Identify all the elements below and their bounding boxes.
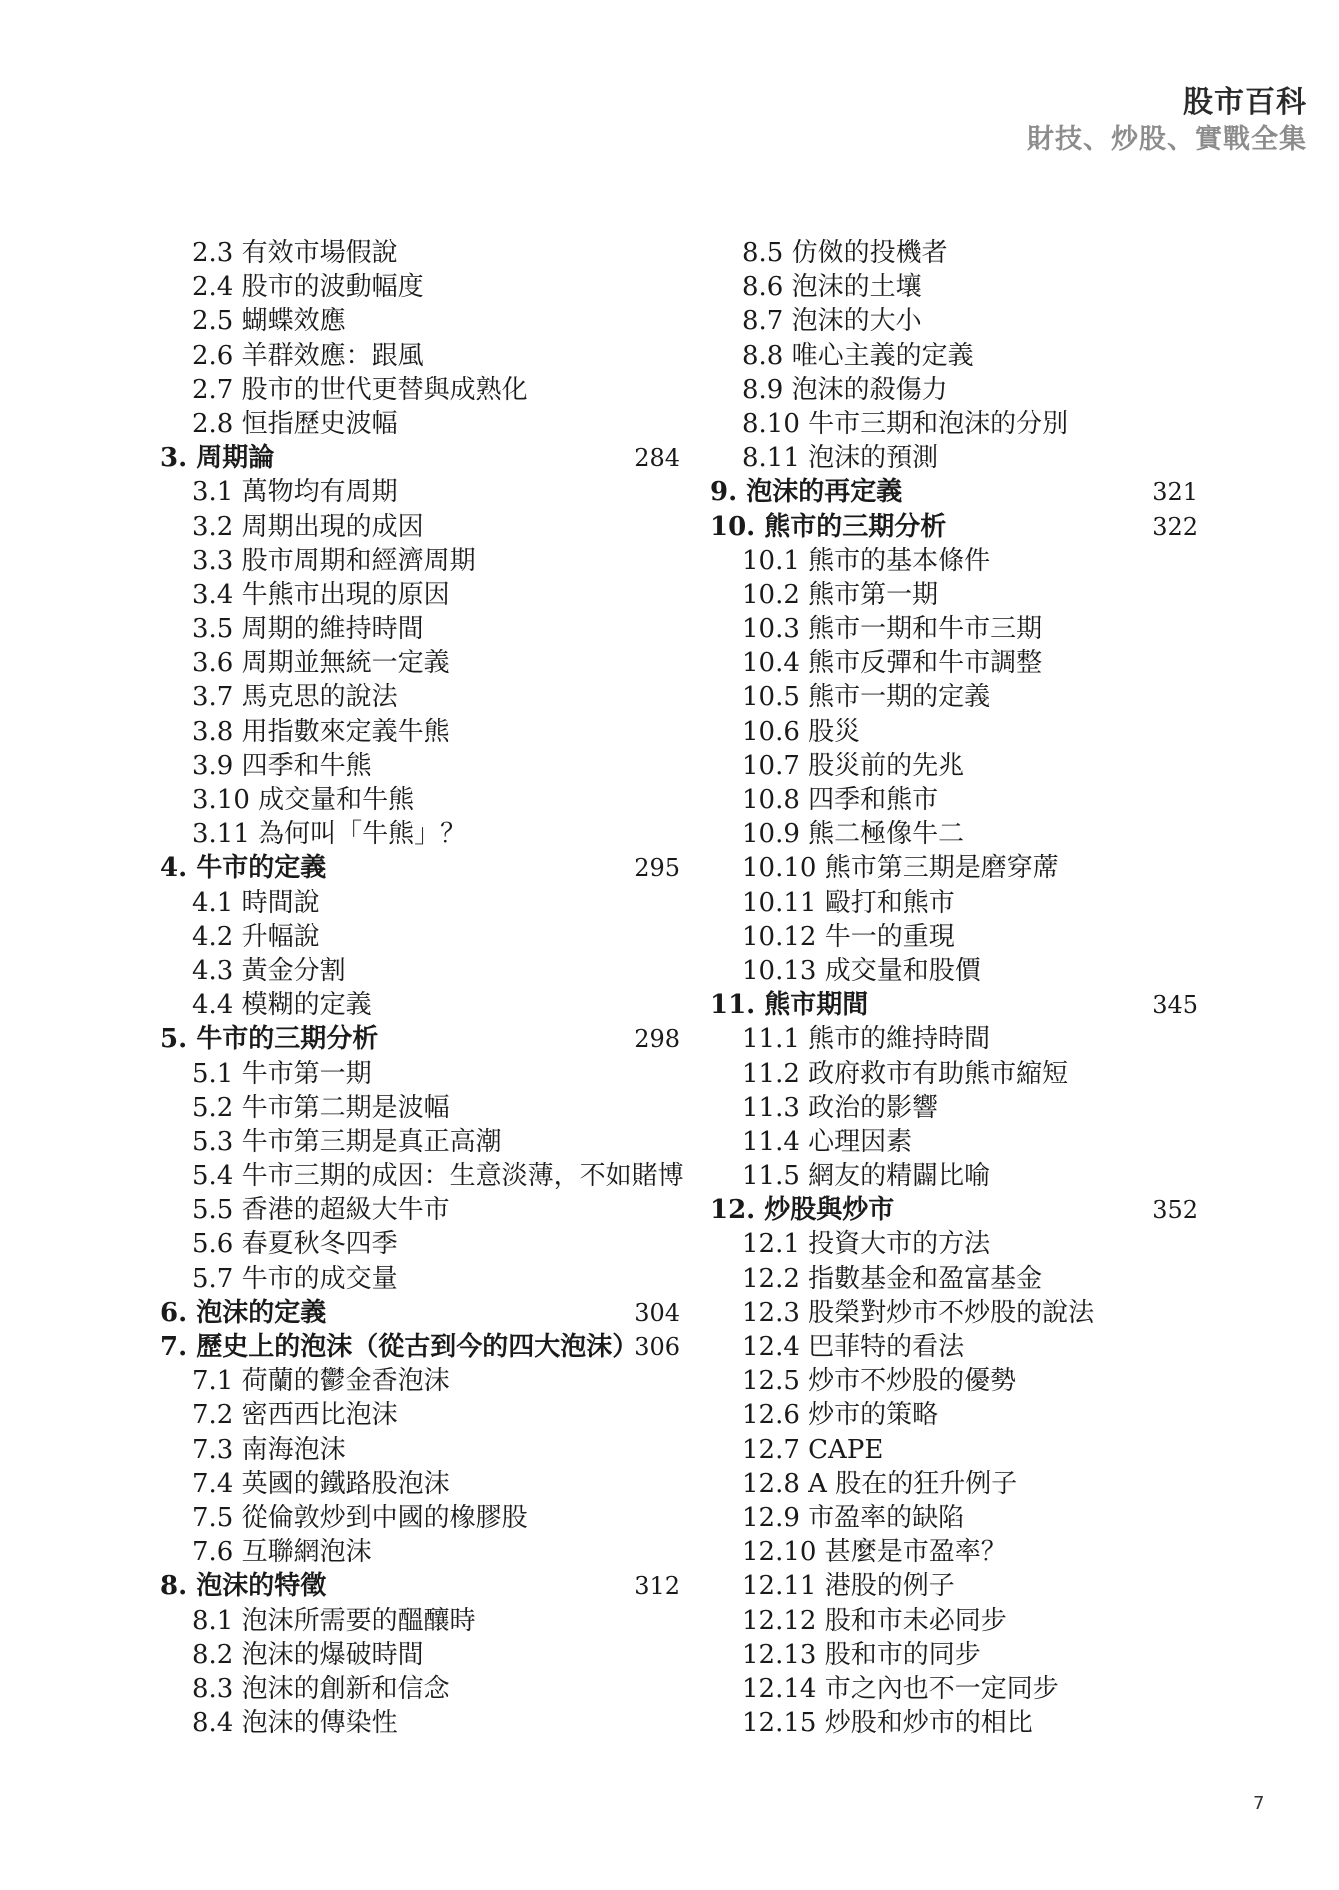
- toc-entry-label: 8. 泡沫的特徵: [160, 1571, 327, 1602]
- toc-entry-label: 7.6 互聯網泡沫: [192, 1537, 372, 1568]
- toc-entry-label: 9. 泡沫的再定義: [710, 477, 903, 508]
- toc-subsection-entry: [710, 236, 1198, 270]
- toc-entry-label: 8.1 泡沫所需要的醞釀時: [192, 1605, 476, 1636]
- toc-page-number: 312: [634, 1572, 680, 1601]
- toc-right-column: [710, 236, 1198, 1740]
- toc-subsection-entry: [160, 988, 680, 1022]
- toc-page-number: 295: [634, 854, 680, 883]
- toc-subsection-entry: [160, 236, 680, 270]
- toc-entry-label: 10.1 熊市的基本條件: [742, 545, 991, 576]
- toc-page-number: 321: [1152, 478, 1198, 507]
- toc-entry-label: 10.4 熊市反彈和牛市調整: [742, 648, 1043, 679]
- toc-subsection-entry: [710, 1364, 1198, 1398]
- toc-page-number: 322: [1152, 512, 1198, 541]
- toc-entry-label: 8.11 泡沫的預測: [742, 443, 939, 474]
- toc-subsection-entry: [160, 1159, 684, 1193]
- toc-subsection-entry: [160, 1193, 680, 1227]
- toc-subsection-entry: [160, 1535, 680, 1569]
- toc-entry-label: 10.13 成交量和股價: [742, 955, 981, 986]
- toc-subsection-entry: [710, 680, 1198, 714]
- toc-entry-label: 10.5 熊市一期的定義: [742, 682, 991, 713]
- toc-page-number: 304: [634, 1298, 680, 1327]
- toc-entry-label: 3.8 用指數來定義牛熊: [192, 716, 450, 747]
- toc-subsection-entry: [710, 886, 1198, 920]
- toc-entry-label: 8.2 泡沫的爆破時間: [192, 1639, 424, 1670]
- toc-entry-label: 5.6 春夏秋冬四季: [192, 1229, 398, 1260]
- toc-subsection-entry: [160, 1125, 680, 1159]
- toc-entry-label: 4.3 黃金分割: [192, 955, 346, 986]
- toc-entry-label: 7.1 荷蘭的鬱金香泡沫: [192, 1366, 450, 1397]
- toc-entry-label: 11.2 政府救市有助熊市縮短: [742, 1058, 1069, 1089]
- toc-subsection-entry: [710, 1535, 1198, 1569]
- book-title: 股市百科: [1183, 85, 1307, 120]
- toc-subsection-entry: [710, 270, 1198, 304]
- toc-entry-label: 8.4 泡沫的傳染性: [192, 1708, 398, 1739]
- toc-subsection-entry: [710, 1467, 1198, 1501]
- toc-subsection-entry: [710, 1296, 1198, 1330]
- toc-subsection-entry: [710, 1604, 1198, 1638]
- toc-entry-label: 5.4 牛市三期的成因：生意淡薄，不如賭博: [192, 1161, 684, 1192]
- toc-subsection-entry: [710, 1569, 1198, 1603]
- toc-entry-label: 3.1 萬物均有周期: [192, 477, 398, 508]
- toc-page-number: 352: [1152, 1196, 1198, 1225]
- toc-subsection-entry: [160, 339, 680, 373]
- toc-entry-label: 5.3 牛市第三期是真正高潮: [192, 1126, 502, 1157]
- toc-subsection-entry: [160, 1227, 680, 1261]
- toc-entry-label: 2.8 恒指歷史波幅: [192, 408, 398, 439]
- toc-subsection-entry: [160, 1091, 680, 1125]
- toc-entry-label: 3.9 四季和牛熊: [192, 750, 372, 781]
- toc-section-entry: [710, 510, 1198, 544]
- toc-entry-label: 11. 熊市期間: [710, 990, 869, 1021]
- toc-subsection-entry: [710, 544, 1198, 578]
- toc-section-entry: [160, 441, 680, 475]
- book-subtitle: 財技、炒股、實戰全集: [1027, 124, 1307, 155]
- page-number: 7: [1253, 1793, 1265, 1814]
- toc-entry-label: 7. 歷史上的泡沫（從古到今的四大泡沫）: [160, 1332, 639, 1362]
- toc-subsection-entry: [160, 749, 680, 783]
- toc-subsection-entry: [160, 1364, 680, 1398]
- toc-entry-label: 12.12 股和市未必同步: [742, 1605, 1007, 1636]
- toc-subsection-entry: [160, 646, 680, 680]
- toc-subsection-entry: [710, 1638, 1198, 1672]
- toc-subsection-entry: [160, 544, 680, 578]
- toc-entry-label: 12.5 炒市不炒股的優勢: [742, 1366, 1017, 1397]
- toc-subsection-entry: [710, 1672, 1198, 1706]
- toc-entry-label: 7.2 密西西比泡沫: [192, 1400, 398, 1431]
- toc-entry-label: 12.11 港股的例子: [742, 1571, 955, 1602]
- toc-entry-label: 12.3 股榮對炒市不炒股的說法: [742, 1297, 1095, 1328]
- toc-subsection-entry: [710, 1262, 1198, 1296]
- toc-section-entry: [160, 851, 680, 885]
- toc-entry-label: 10. 熊市的三期分析: [710, 511, 947, 542]
- toc-entry-label: 2.7 股市的世代更替與成熟化: [192, 374, 528, 405]
- toc-entry-label: 8.5 仿傚的投機者: [742, 238, 948, 268]
- running-header: [1027, 84, 1307, 158]
- toc-subsection-entry: [710, 749, 1198, 783]
- toc-subsection-entry: [710, 578, 1198, 612]
- toc-page-number: 306: [634, 1333, 680, 1361]
- toc-subsection-entry: [710, 373, 1198, 407]
- toc-page-number: 298: [634, 1025, 680, 1054]
- toc-entry-label: 5.5 香港的超級大牛市: [192, 1195, 450, 1226]
- toc-entry-label: 6. 泡沫的定義: [160, 1297, 327, 1328]
- toc-subsection-entry: [160, 304, 680, 338]
- toc-entry-label: 8.10 牛市三期和泡沫的分別: [742, 408, 1069, 439]
- toc-entry-label: 3.4 牛熊市出現的原因: [192, 579, 450, 610]
- toc-subsection-entry: [160, 715, 680, 749]
- toc-entry-label: 3.2 周期出現的成因: [192, 511, 424, 542]
- toc-entry-label: 12. 炒股與炒市: [710, 1195, 895, 1226]
- toc-subsection-entry: [710, 612, 1198, 646]
- toc-entry-label: 12.4 巴菲特的看法: [742, 1332, 965, 1362]
- toc-subsection-entry: [160, 578, 680, 612]
- toc-entry-label: 12.8 A 股在的狂升例子: [742, 1468, 1018, 1499]
- toc-subsection-entry: [160, 1262, 680, 1296]
- toc-subsection-entry: [710, 1706, 1198, 1740]
- toc-subsection-entry: [160, 373, 680, 407]
- toc-subsection-entry: [710, 783, 1198, 817]
- toc-entry-label: 5.1 牛市第一期: [192, 1058, 372, 1089]
- toc-subsection-entry: [160, 817, 680, 851]
- toc-subsection-entry: [160, 954, 680, 988]
- toc-section-entry: [160, 1022, 680, 1056]
- toc-entry-label: 8.7 泡沫的大小: [742, 306, 922, 337]
- toc-subsection-entry: [710, 1501, 1198, 1535]
- toc-subsection-entry: [160, 407, 680, 441]
- toc-entry-label: 4.4 模糊的定義: [192, 990, 372, 1021]
- toc-entry-label: 10.2 熊市第一期: [742, 579, 939, 610]
- toc-subsection-entry: [710, 407, 1198, 441]
- toc-entry-label: 2.3 有效市場假說: [192, 238, 398, 268]
- toc-entry-label: 12.15 炒股和炒市的相比: [742, 1708, 1033, 1739]
- toc-left-column: [160, 236, 684, 1740]
- toc-subsection-entry: [710, 1227, 1198, 1261]
- toc-subsection-entry: [710, 954, 1198, 988]
- toc-entry-label: 10.8 四季和熊市: [742, 785, 939, 815]
- toc-entry-label: 2.5 蝴蝶效應: [192, 306, 346, 337]
- toc-entry-label: 3.6 周期並無統一定義: [192, 648, 450, 679]
- toc-subsection-entry: [710, 1091, 1198, 1125]
- toc-subsection-entry: [710, 1159, 1198, 1193]
- toc-subsection-entry: [710, 1125, 1198, 1159]
- toc-entry-label: 12.14 市之內也不一定同步: [742, 1673, 1059, 1704]
- toc-subsection-entry: [710, 1057, 1198, 1091]
- toc-entry-label: 11.3 政治的影響: [742, 1092, 939, 1123]
- toc-entry-label: 3.3 股市周期和經濟周期: [192, 545, 476, 576]
- toc-entry-label: 12.13 股和市的同步: [742, 1639, 981, 1670]
- toc-entry-label: 3.10 成交量和牛熊: [192, 785, 415, 815]
- toc-subsection-entry: [160, 1638, 680, 1672]
- toc-entry-label: 10.6 股災: [742, 716, 861, 747]
- toc-subsection-entry: [710, 1433, 1198, 1467]
- toc-entry-label: 12.1 投資大市的方法: [742, 1229, 991, 1260]
- toc-subsection-entry: [160, 612, 680, 646]
- toc-subsection-entry: [160, 1467, 680, 1501]
- toc-entry-label: 12.6 炒市的策略: [742, 1400, 939, 1431]
- toc-entry-label: 12.7 CAPE: [742, 1434, 884, 1465]
- toc-subsection-entry: [710, 1330, 1198, 1364]
- toc-subsection-entry: [160, 920, 680, 954]
- toc-entry-label: 4.1 時間說: [192, 887, 320, 918]
- toc-page-number: 345: [1152, 991, 1198, 1020]
- toc-entry-label: 11.5 網友的精闢比喻: [742, 1161, 991, 1192]
- toc-subsection-entry: [160, 680, 680, 714]
- toc-subsection-entry: [160, 1433, 680, 1467]
- toc-subsection-entry: [160, 1057, 680, 1091]
- toc-section-entry: [710, 475, 1198, 509]
- toc-entry-label: 10.7 股災前的先兆: [742, 750, 965, 781]
- toc-subsection-entry: [160, 270, 680, 304]
- toc-subsection-entry: [160, 475, 680, 509]
- toc-entry-label: 11.4 心理因素: [742, 1126, 913, 1157]
- toc-entry-label: 12.9 市盈率的缺陷: [742, 1502, 965, 1533]
- toc-subsection-entry: [710, 1022, 1198, 1056]
- toc-subsection-entry: [710, 851, 1198, 885]
- toc-subsection-entry: [160, 1672, 680, 1706]
- toc-section-entry: [710, 1193, 1198, 1227]
- toc-entry-label: 4. 牛市的定義: [160, 853, 327, 884]
- toc-subsection-entry: [710, 304, 1198, 338]
- toc-entry-label: 5. 牛市的三期分析: [160, 1024, 379, 1055]
- toc-section-entry: [160, 1296, 680, 1330]
- toc-subsection-entry: [710, 441, 1198, 475]
- toc-entry-label: 5.2 牛市第二期是波幅: [192, 1092, 450, 1123]
- toc-entry-label: 8.8 唯心主義的定義: [742, 340, 974, 371]
- toc-entry-label: 3.7 馬克思的說法: [192, 682, 398, 713]
- toc-section-entry: [160, 1330, 680, 1364]
- toc-section-entry: [710, 988, 1198, 1022]
- toc-entry-label: 8.9 泡沫的殺傷力: [742, 374, 948, 405]
- toc-subsection-entry: [160, 886, 680, 920]
- toc-subsection-entry: [710, 646, 1198, 680]
- toc-page-number: 284: [634, 444, 680, 473]
- toc-subsection-entry: [710, 920, 1198, 954]
- toc-entry-label: 7.3 南海泡沫: [192, 1434, 346, 1465]
- toc-subsection-entry: [160, 1706, 680, 1740]
- toc-subsection-entry: [160, 1398, 680, 1432]
- toc-entry-label: 11.1 熊市的維持時間: [742, 1024, 991, 1055]
- toc-entry-label: 3. 周期論: [160, 443, 275, 474]
- toc-section-entry: [160, 1569, 680, 1603]
- toc-subsection-entry: [160, 1604, 680, 1638]
- toc-entry-label: 3.11 為何叫「牛熊」？: [192, 819, 467, 850]
- toc-entry-label: 4.2 升幅說: [192, 921, 320, 952]
- toc-entry-label: 5.7 牛市的成交量: [192, 1263, 398, 1294]
- toc-subsection-entry: [710, 817, 1198, 851]
- toc-entry-label: 2.6 羊群效應：跟風: [192, 340, 424, 371]
- toc-entry-label: 8.6 泡沫的土壤: [742, 272, 922, 303]
- toc-entry-label: 10.12 牛一的重現: [742, 921, 955, 952]
- toc-subsection-entry: [160, 510, 680, 544]
- toc-subsection-entry: [160, 783, 680, 817]
- toc-entry-label: 12.2 指數基金和盈富基金: [742, 1263, 1043, 1294]
- toc-subsection-entry: [710, 339, 1198, 373]
- toc-entry-label: 10.3 熊市一期和牛市三期: [742, 614, 1043, 645]
- toc-entry-label: 2.4 股市的波動幅度: [192, 272, 424, 303]
- toc-entry-label: 12.10 甚麼是市盈率？: [742, 1537, 1007, 1568]
- toc-subsection-entry: [710, 715, 1198, 749]
- toc-entry-label: 3.5 周期的維持時間: [192, 614, 424, 645]
- toc-subsection-entry: [710, 1398, 1198, 1432]
- toc-entry-label: 7.5 從倫敦炒到中國的橡膠股: [192, 1502, 528, 1533]
- toc-entry-label: 7.4 英國的鐵路股泡沫: [192, 1468, 450, 1499]
- toc-subsection-entry: [160, 1501, 680, 1535]
- toc-entry-label: 10.9 熊二極像牛二: [742, 819, 965, 850]
- toc-entry-label: 8.3 泡沫的創新和信念: [192, 1673, 450, 1704]
- toc-entry-label: 10.11 毆打和熊市: [742, 887, 955, 918]
- toc-entry-label: 10.10 熊市第三期是磨穿蓆: [742, 853, 1059, 884]
